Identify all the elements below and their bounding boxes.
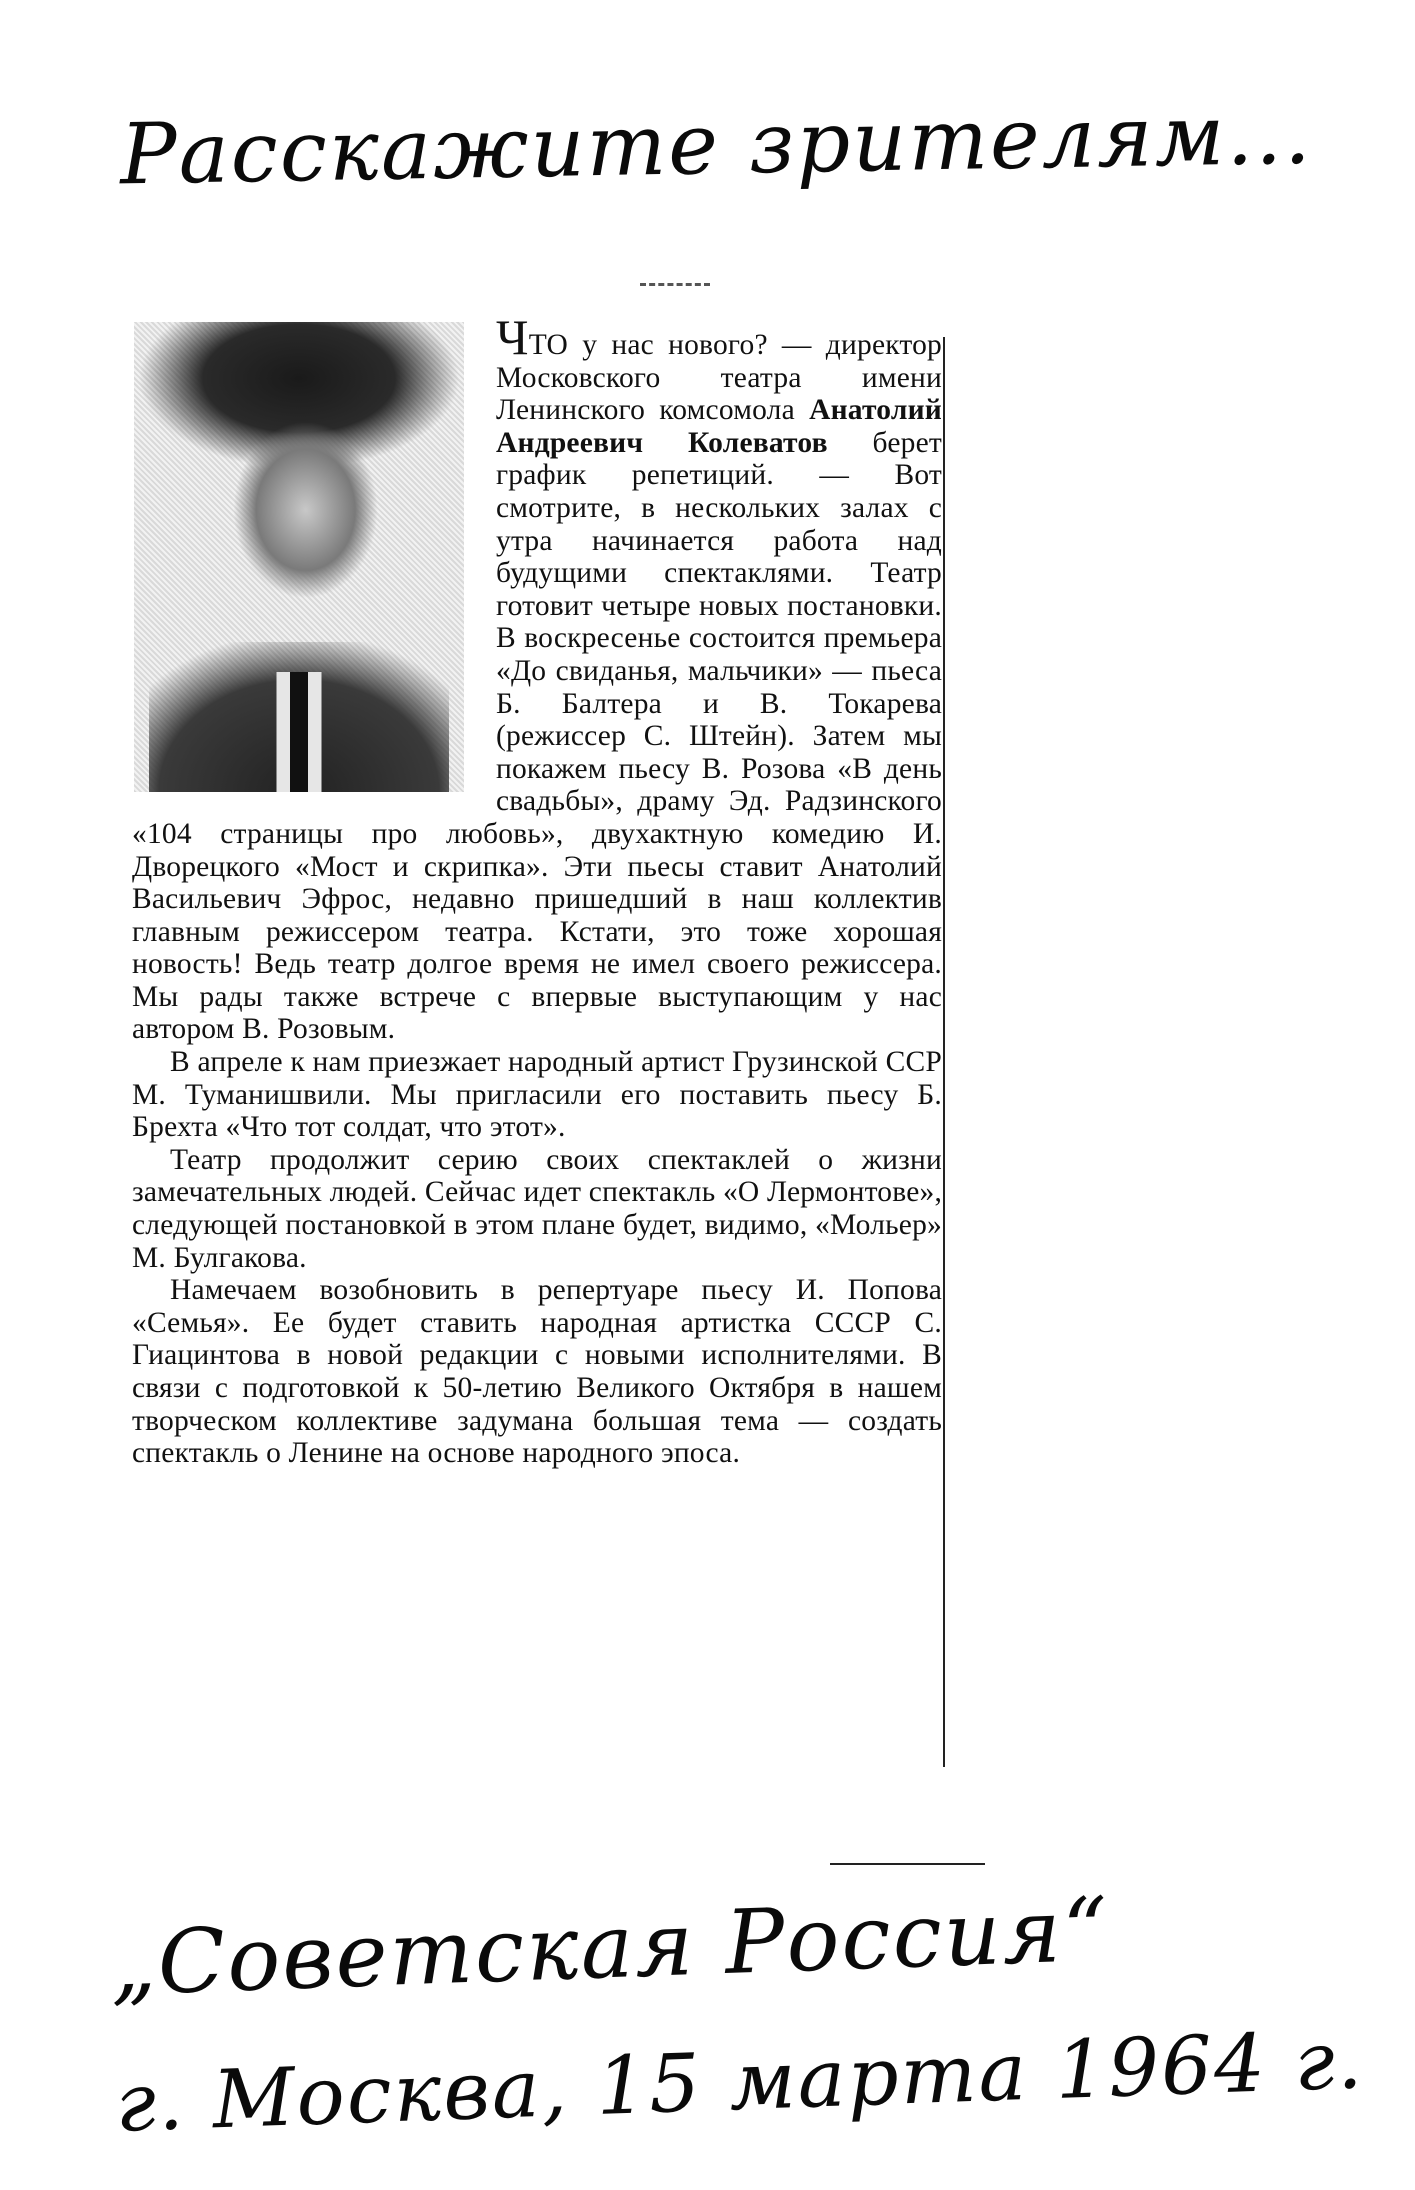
handwritten-place-date: г. Москва, 15 марта 1964 г. xyxy=(113,2013,1366,2150)
article-paragraph-3: Театр продолжит серию своих спектаклей о жизни замечательных людей. Сейчас идет спектакль «О Лермонтове», следующей постановкой в этом плане будет, видимо, «Мольер» М. Булгакова. xyxy=(132,1143,943,1274)
portrait-photo xyxy=(134,322,464,792)
article-paragraph-4: Намечаем возобновить в репертуаре пьесу И. Попова «Семья». Ее будет ставить народная артистка СССР С. Гиацинтова в новой редакции с новыми исполнителями. В связи с подготовкой к 50-летию Великого Октября в нашем творческом коллективе задумана большая тема — создать спектакль о Ленине на основе народного эпоса. xyxy=(132,1274,942,1470)
drop-cap: Ч xyxy=(496,309,529,365)
photo-tie-shape xyxy=(254,672,344,792)
bottom-rule xyxy=(830,1863,985,1865)
article-paragraph-1-rest: берет график репетиций. — Вот смотрите, в нескольких залах с утра начинается работа над будущими спектаклями. Театр готовит четыре новых постановки. В воскресенье состоится премьера «До свиданья, мальчики» — пьеса Б. Балтера и В. Токарева (режиссер С. Штейн). Затем мы покажем пьесу В. Розова «В день свадьбы», драму Эд. Радзинского «104 страницы про любовь», двухактную комедию И. Дворецкого «Мост и скрипка». Эти пьесы ставит Анатолий Васильевич Эфрос, недавно пришедший в наш коллектив главным режиссером театра. Кстати, это тоже хорошая новость! Ведь театр долгое время не имел своего режиссера. Мы рады также встрече с впервые выступающим у нас автором В. Розовым. xyxy=(132,426,943,1046)
column-rule xyxy=(943,337,945,1767)
handwritten-source: „Советская Россия“ xyxy=(108,1877,1112,2016)
handwritten-heading: Расскажите зрителям... xyxy=(119,84,1314,204)
article-paragraph-2: В апреле к нам приезжает народный артист Грузинской ССР М. Туманишвили. Мы пригласили его поставить пьесу Б. Брехта «Что тот солдат, что этот». xyxy=(132,1046,942,1144)
article-lead: ТО у нас нового? — директор Московского театра имени Ленинского комсомола xyxy=(496,329,942,427)
dash-mark xyxy=(640,283,710,286)
newspaper-clipping xyxy=(132,309,943,1852)
director-name: Анатолий Андреевич Колеватов xyxy=(496,394,942,459)
